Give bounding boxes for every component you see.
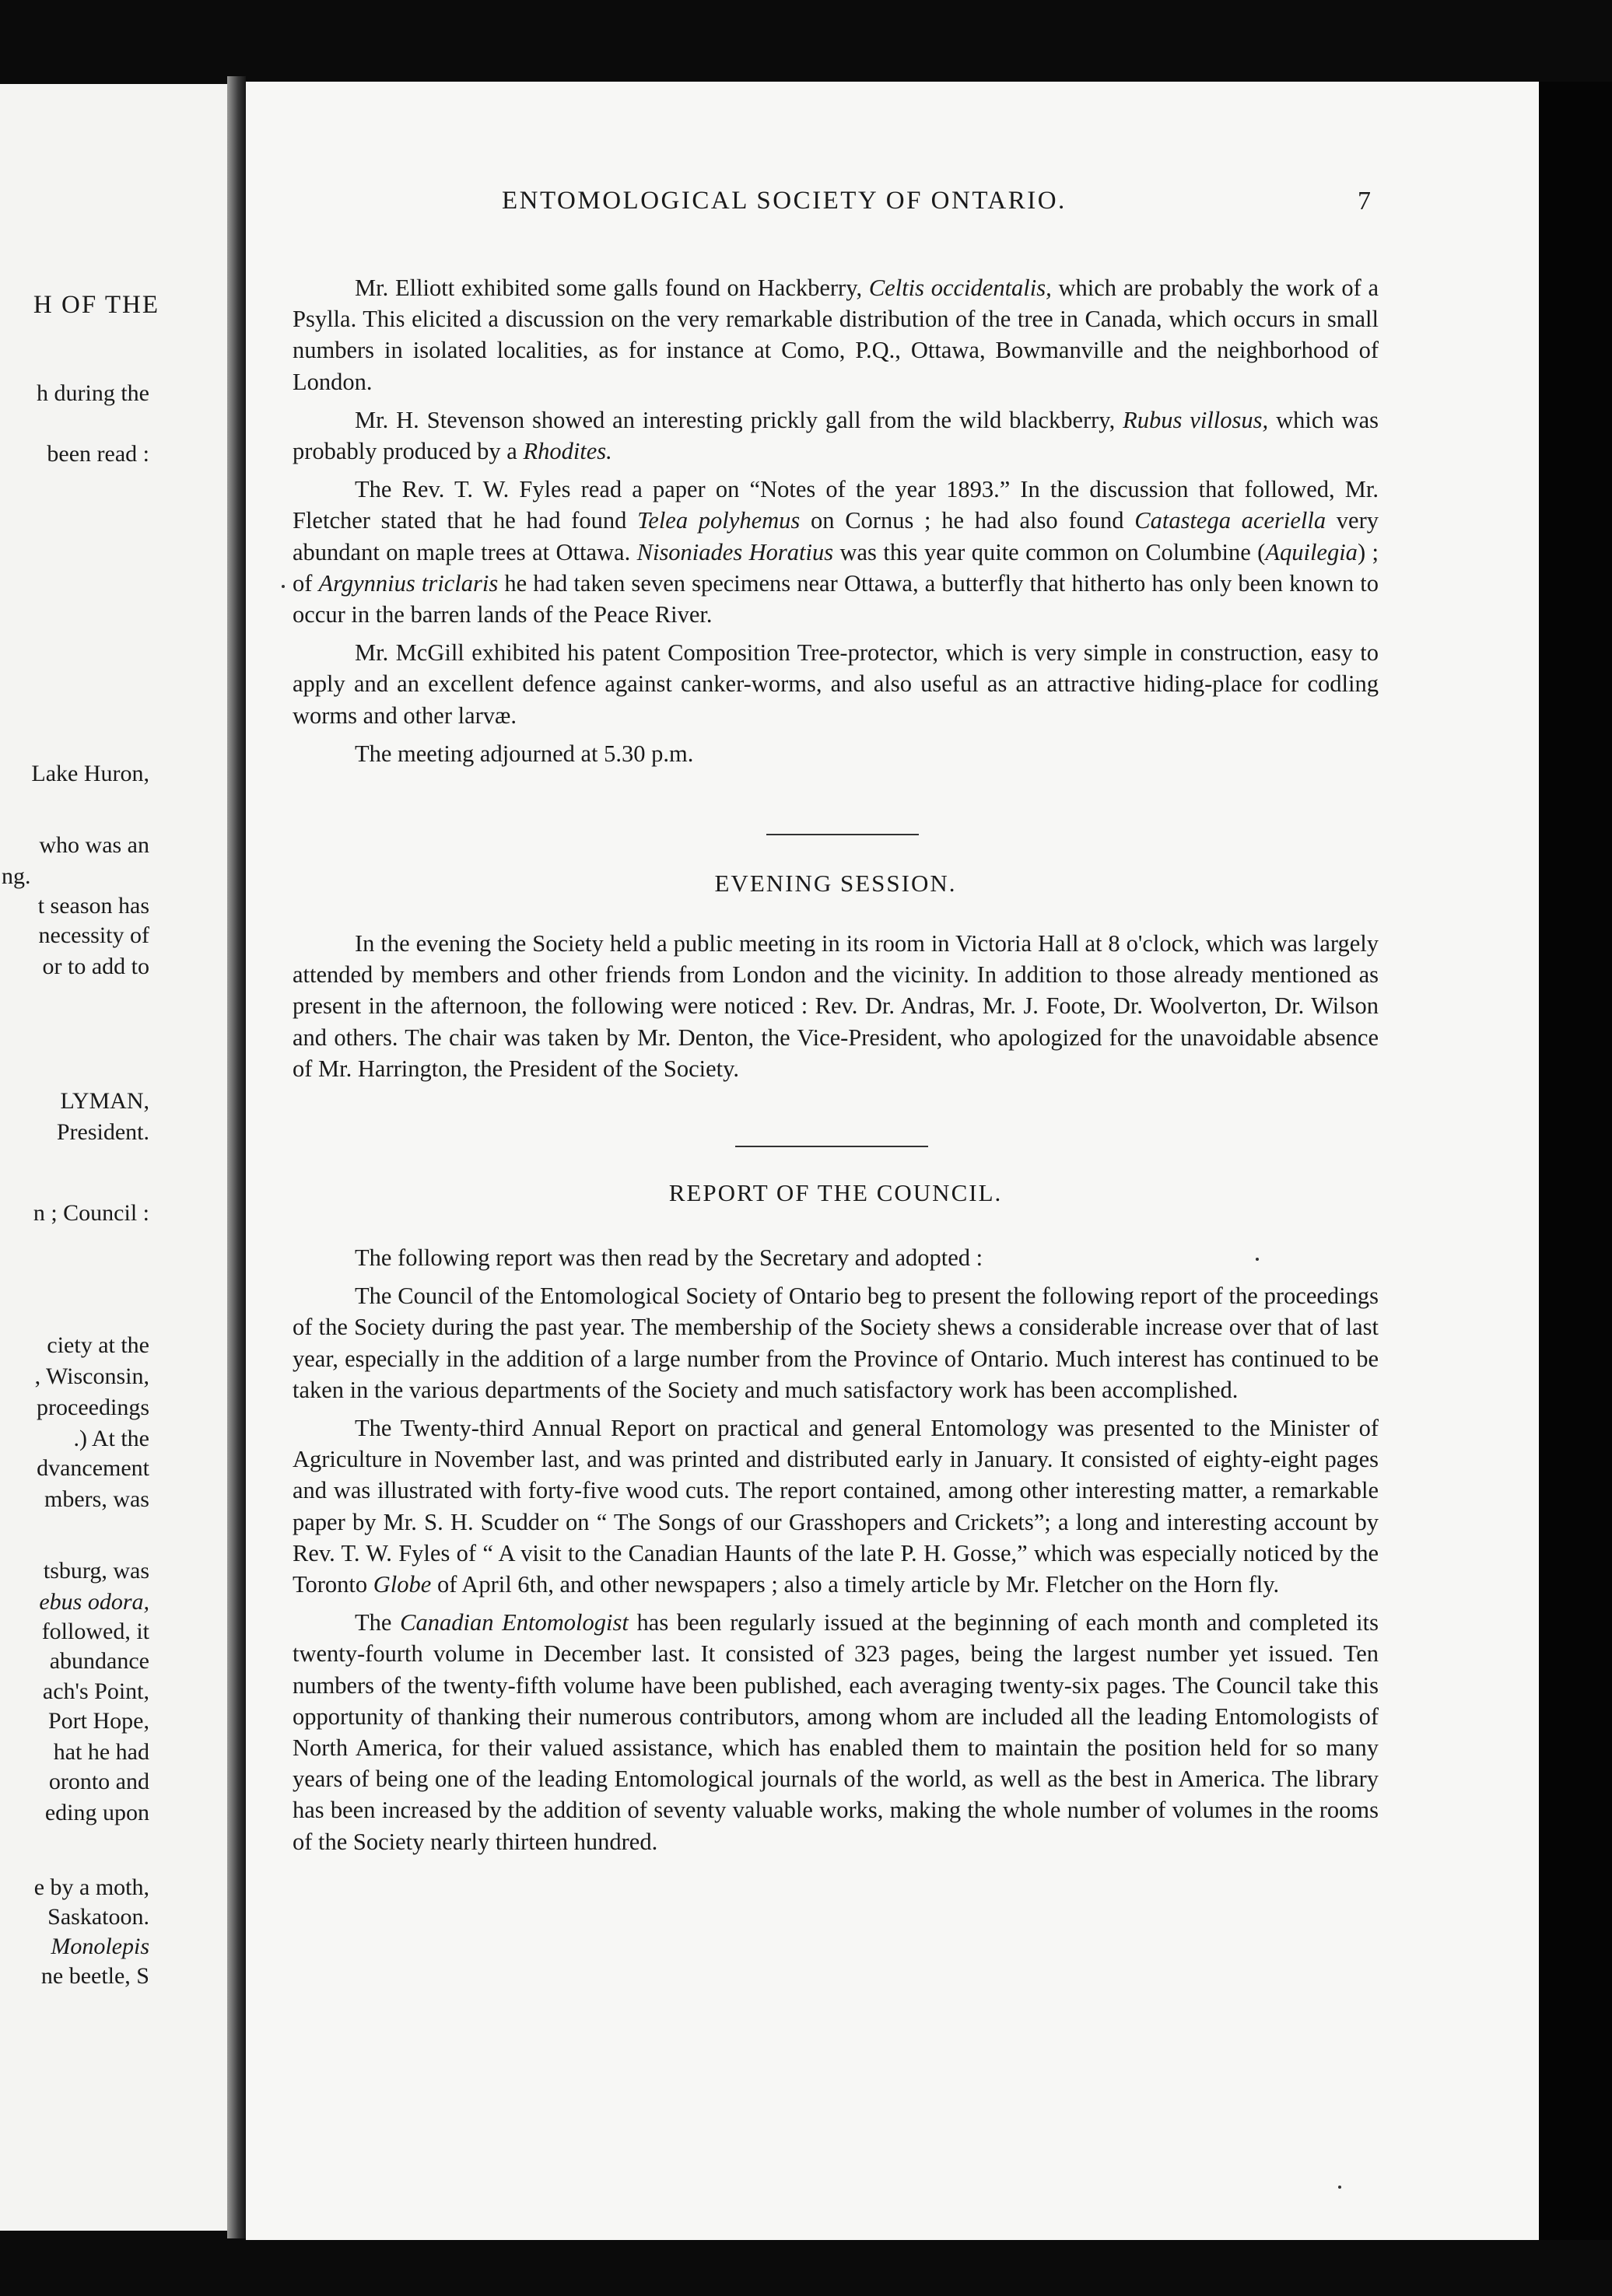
left-page-fragment-line: Port Hope, [48, 1708, 149, 1734]
evening-session-heading: EVENING SESSION. [714, 870, 957, 897]
council-text [293, 1242, 1379, 1864]
left-page-fragment-line: proceedings [37, 1395, 149, 1420]
left-page-fragment-line: ciety at the [47, 1332, 149, 1358]
page-gutter-shadow [227, 76, 246, 2238]
left-page-fragment-line: followed, it [41, 1619, 149, 1644]
left-page-fragment-line: or to add to [42, 954, 149, 979]
background-edge [1539, 82, 1612, 2240]
left-page-fragment-line: n ; Council : [33, 1200, 149, 1226]
page-number: 7 [1358, 187, 1371, 215]
left-page-fragment-line: ng. [2, 863, 31, 889]
left-page-fragment-line: ebus odora, [39, 1589, 149, 1615]
paragraph-elliott: Mr. Elliott exhibited some galls found on Hackberry, Celtis occidentalis, which are probably the work of a Psylla. This elicited a discussion on the very remarkable distribution of the tree in Canada, which occurs in small numbers in isolated localities, as for instance at Como, P.Q., Ottawa, Bowmanville and the neighborhood of London. [293, 275, 1379, 395]
left-page-fragment-line: h during the [37, 380, 149, 406]
left-page-fragment-line: ach's Point, [42, 1678, 149, 1704]
paragraph-adjourned: The meeting adjourned at 5.30 p.m. [355, 740, 694, 767]
afternoon-text [293, 272, 1379, 776]
left-page-fragment-line: hat he had [53, 1739, 149, 1765]
left-page-fragment-line: dvancement [37, 1455, 149, 1481]
left-page-fragment-line: Saskatoon. [47, 1904, 149, 1930]
print-speck [282, 585, 285, 588]
left-page-fragment-line: who was an [39, 832, 149, 858]
left-page-fragment [0, 84, 227, 2231]
left-page-fragment-line: mbers, was [44, 1486, 149, 1512]
left-page-fragment-line: , Wisconsin, [34, 1363, 149, 1389]
council-report-heading: REPORT OF THE COUNCIL. [668, 1179, 1003, 1206]
left-page-fragment-line: Lake Huron, [31, 761, 149, 786]
left-page-fragment-line: H OF THE [33, 291, 159, 319]
left-page-fragment-line: been read : [47, 441, 149, 467]
paragraph-report-intro: The following report was then read by the Secretary and adopted : [355, 1244, 983, 1271]
left-page-fragment-line: oronto and [48, 1769, 149, 1794]
running-head: ENTOMOLOGICAL SOCIETY OF ONTARIO. [502, 187, 1067, 215]
left-page-fragment-line: ne beetle, S [40, 1963, 149, 1989]
print-speck [1338, 2186, 1341, 2189]
left-page-fragment-line: eding upon [44, 1800, 149, 1825]
print-speck [1256, 1258, 1259, 1261]
paragraph-mcgill: Mr. McGill exhibited his patent Composition Tree-protector, which is very simple in construction, easy to apply and an excellent defence against canker-worms, and also useful as an attractive hiding-place for codling worms and other larvæ. [293, 639, 1379, 729]
left-page-fragment-line: necessity of [38, 922, 149, 948]
left-page-fragment-line: .) At the [73, 1426, 149, 1451]
left-page-fragment-line: tsburg, was [43, 1558, 149, 1584]
paragraph-membership: The Council of the Entomological Society of Ontario beg to present the following report of the proceedings of the Society during the past year. The membership of the Society shews a considerable increase over that of last year, especially in the addition of a large number from the Province of Ontario. Much interest has continued to be taken in the various departments of the Society and much satisfactory work has been accomplished. [293, 1283, 1379, 1403]
left-page-fragment-line: Monolepis [51, 1934, 149, 1959]
paragraph-fyles: The Rev. T. W. Fyles read a paper on “Notes of the year 1893.” In the discussion that followed, Mr. Fletcher stated that he had found Telea polyhemus on Cornus ; he had also found Catastega aceriella very abundant on maple trees at Ottawa. Nisoniades Horatius was this year quite common on Columbine (Aquilegia) ; of Argynnius triclaris he had taken seven specimens near Ottawa, a butterfly that hitherto has only been known to occur in the barren lands of the Peace River. [293, 476, 1379, 628]
paragraph-canadian-entomologist: The Canadian Entomologist has been regularly issued at the beginning of each month and completed its twenty-fourth volume in December last. It consisted of 323 pages, being the largest number yet issued. Ten numbers of the twenty-fifth volume have been published, each averaging twenty-six pages. The Council take this opportunity of thanking their numerous contributors, among whom are included all the leading Entomologists of North America, for their valued assistance, which has enabled them to maintain the position held for so many years of being one of the leading Entomological journals of the world, as well as the best in America. The library has been increased by the addition of seventy valuable works, making the whole number of volumes in the rooms of the Society nearly thirteen hundred. [293, 1609, 1379, 1855]
left-page-fragment-line: e by a moth, [33, 1874, 149, 1900]
paragraph-annual-report: The Twenty-third Annual Report on practical and general Entomology was presented to the Minister of Agriculture in November last, and was printed and distributed early in January. It consisted of eighty-eight pages and was illustrated with forty-five wood cuts. The report contained, among other interesting matter, a remarkable paper by Mr. S. H. Scudder on “ The Songs of our Grasshopers and Crickets”; a long and interesting account by Rev. T. W. Fyles of “ A visit to the Canadian Haunts of the late P. H. Gosse,” which was especially noticed by the Toronto Globe of April 6th, and other newspapers ; also a timely article by Mr. Fletcher on the Horn fly. [293, 1415, 1379, 1598]
left-page-fragment-line: President. [56, 1119, 149, 1145]
paragraph-evening: In the evening the Society held a public meeting in its room in Victoria Hall at 8 o'clock, which was largely attended by members and other friends from London and the vicinity. In addition to those already mentioned as present in the afternoon, the following were noticed : Rev. Dr. Andras, Mr. J. Foote, Dr. Woolverton, Dr. Wilson and others. The chair was taken by Mr. Denton, the Vice-President, who apologized for the unavoidable absence of Mr. Harrington, the President of the Society. [293, 930, 1379, 1082]
section-rule [735, 1146, 928, 1147]
left-page-fragment-line: abundance [49, 1648, 149, 1674]
paragraph-stevenson: Mr. H. Stevenson showed an interesting prickly gall from the wild blackberry, Rubus villosus, which was probably produced by a Rhodites. [293, 406, 1379, 465]
left-page-fragment-line: t season has [37, 893, 149, 919]
left-page-fragment-line: LYMAN, [60, 1088, 149, 1114]
section-rule [766, 834, 919, 835]
evening-text [293, 928, 1379, 1091]
